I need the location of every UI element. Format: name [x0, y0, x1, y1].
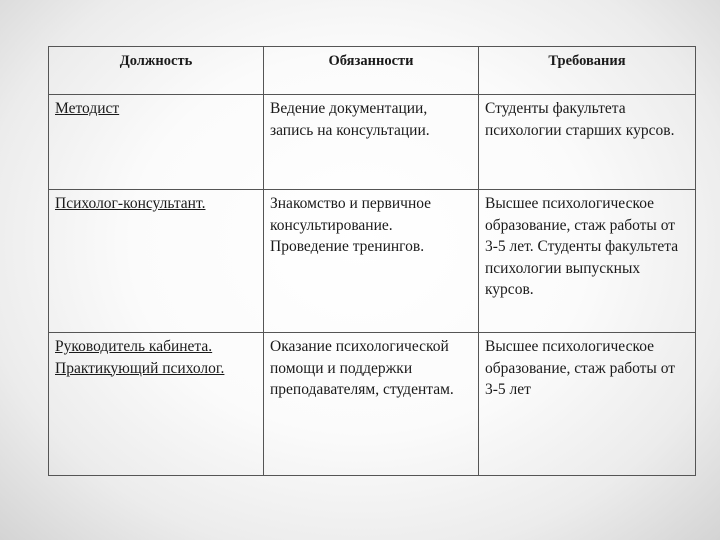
cell-requirements: Высшее психологическое образование, стаж работы от 3-5 лет. Студенты факультета психологии выпускных курсов. [479, 190, 696, 333]
cell-position [49, 333, 264, 476]
roles-table [48, 46, 696, 476]
cell-requirements: Студенты факультета психологии старших курсов. [479, 95, 696, 190]
cell-duties: Оказание психологической помощи и поддержки преподавателям, студентам. [264, 333, 479, 476]
position-text: Психолог-консультант. [55, 195, 206, 212]
cell-requirements: Высшее психологическое образование, стаж работы от 3-5 лет [479, 333, 696, 476]
table-row [49, 190, 696, 333]
cell-position [49, 95, 264, 190]
header-requirements: Требования [479, 47, 696, 95]
table-row [49, 95, 696, 190]
header-duties: Обязанности [264, 47, 479, 95]
position-text: Методист [55, 100, 120, 117]
table-header-row [49, 47, 696, 95]
table-row [49, 333, 696, 476]
cell-duties: Знакомство и первичное консультирование. Проведение тренингов. [264, 190, 479, 333]
position-text: Руководитель кабинета. Практикующий психолог. [55, 338, 225, 377]
cell-duties: Ведение документации, запись на консультации. [264, 95, 479, 190]
cell-position [49, 190, 264, 333]
header-position: Должность [49, 47, 264, 95]
